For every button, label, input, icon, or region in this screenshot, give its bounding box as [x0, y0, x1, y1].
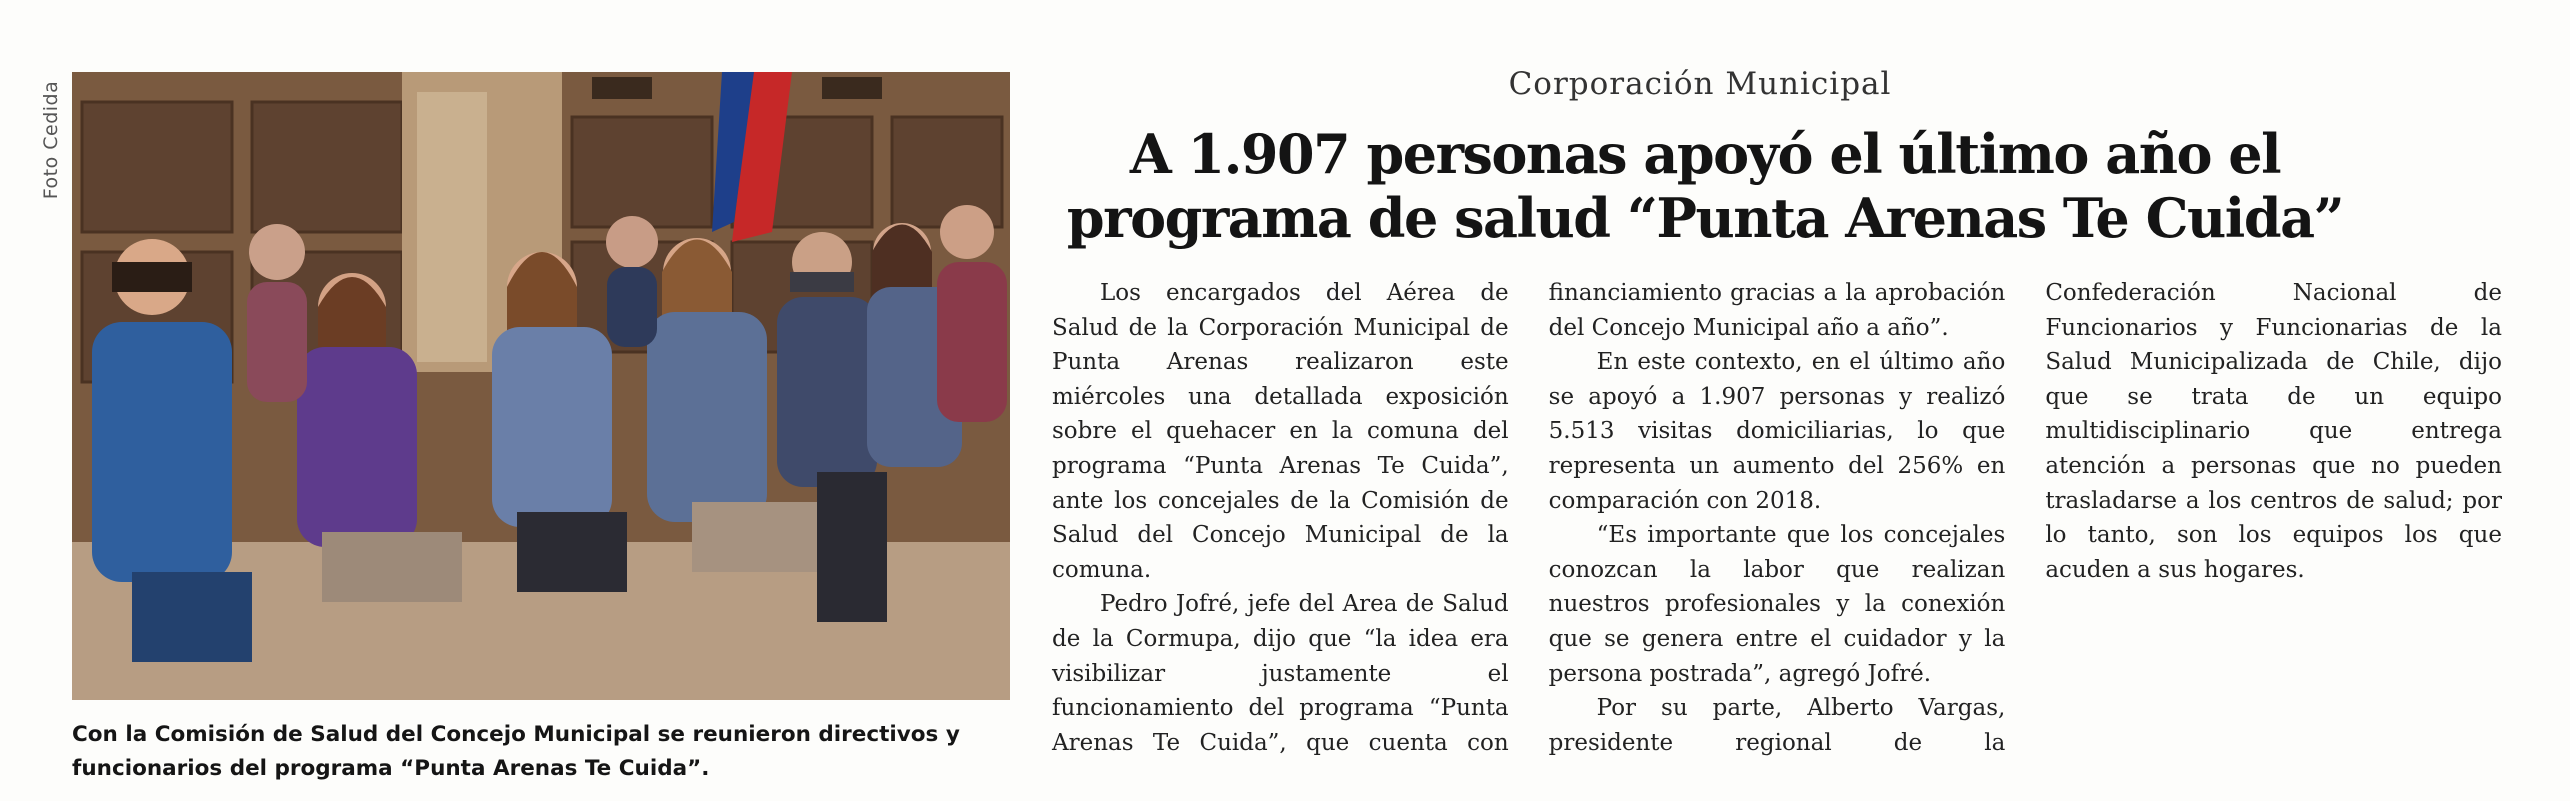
meeting-room-illustration: [72, 72, 1010, 700]
body-paragraph: En este contexto, en el último año se apoyó a 1.907 personas y realizó 5.513 visitas domiciliarias, lo que representa un aumento del 256% en comparación con 2018.: [1548, 349, 2006, 514]
body-paragraph: “Es importante que los concejales conozcan la labor que realizan nuestros profesionales y la conexión que se genera entre el cuidador y la persona postrada”, agregó Jofré.: [1548, 522, 2006, 687]
photo-caption: Con la Comisión de Salud del Concejo Municipal se reunieron directivos y funcionarios del programa “Punta Arenas Te Cuida”.: [72, 722, 960, 781]
article-headline: A 1.907 personas apoyó el último año el programa de salud “Punta Arenas Te Cuida”: [1066, 122, 2344, 250]
body-paragraph: Por su parte, Alberto Vargas, presidente regional de la Confederación Nacional de Funcionarios y Funcionarias de la Salud Municipalizada de Chile, dijo que se trata de un equipo multidisciplinario que entrega atención a personas que no pueden trasladarse a los centros de salud; por lo tanto, son los equipos los que acuden a sus hogares.: [1548, 280, 2502, 756]
article-body: [1052, 276, 2502, 786]
photo-credit: [36, 70, 66, 210]
photo-credit-text: Foto Cedida: [40, 80, 62, 200]
body-paragraph: Los encargados del Aérea de Salud de la Corporación Municipal de Punta Arenas realizaron este miércoles una detallada exposición sobre el quehacer en la comuna del programa “Punta Arenas Te Cuida”, ante los concejales de la Comisión de Salud del Concejo Municipal de la comuna.: [1052, 280, 1509, 583]
section-kicker: Corporación Municipal: [1508, 66, 1892, 102]
news-photo: [72, 72, 1010, 700]
body-paragraph: Pedro Jofré, jefe del Area de Salud de la Cormupa, dijo que “la idea era visibilizar justamente el funcionamiento del programa “Punta Arenas Te Cuida”, que cuenta con financiamiento gracias a la aprobación del Concejo Municipal año a año”.: [1052, 280, 2006, 756]
